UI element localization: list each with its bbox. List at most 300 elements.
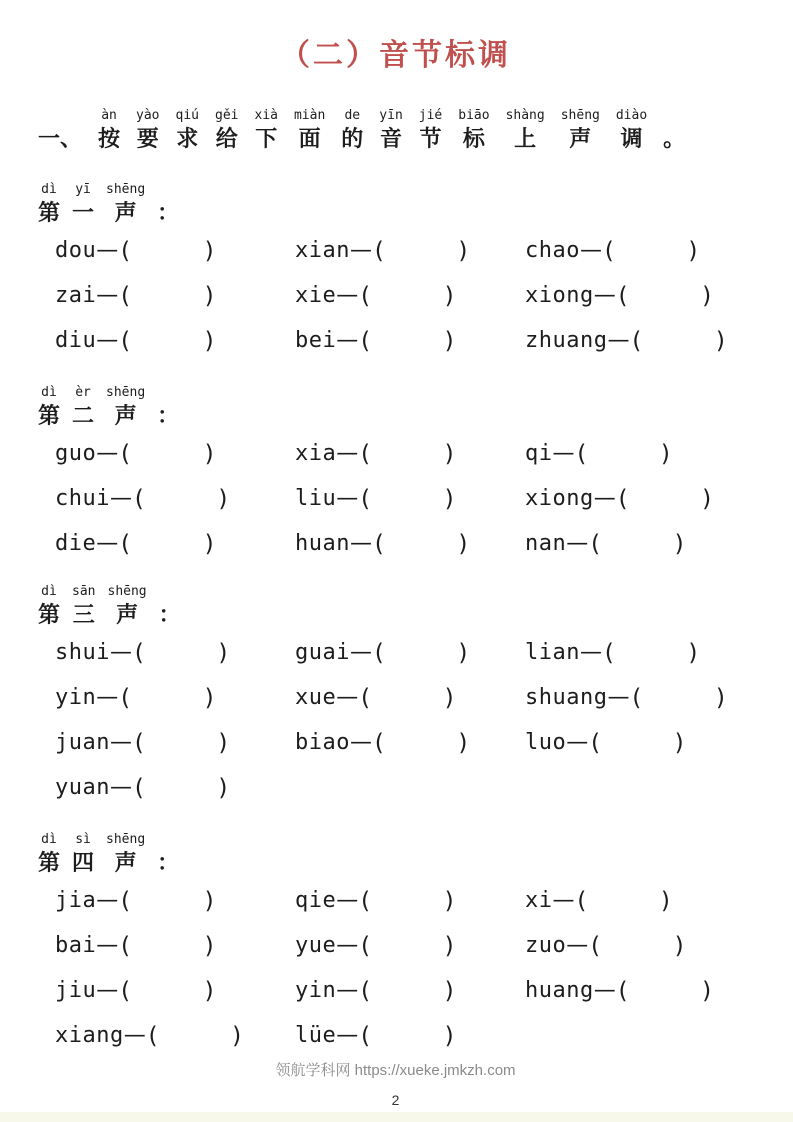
row-cell bbox=[55, 933, 295, 959]
syllable-item bbox=[525, 933, 687, 959]
hanzi-text: 按 bbox=[98, 126, 121, 151]
hanzi-text: 三 bbox=[72, 602, 95, 627]
close-paren: ) bbox=[658, 440, 674, 467]
open-paren: ( bbox=[601, 639, 617, 666]
hanzi-text: 标 bbox=[462, 126, 485, 151]
open-paren: ( bbox=[588, 932, 603, 959]
dash-connector: — bbox=[336, 486, 359, 511]
dash-connector: — bbox=[336, 978, 359, 1003]
open-paren: ( bbox=[358, 1022, 373, 1049]
ruby-char bbox=[663, 108, 685, 154]
page-number: 2 bbox=[391, 1092, 400, 1108]
syllable-item bbox=[295, 531, 471, 557]
syllable-text: biao bbox=[295, 730, 350, 755]
hanzi-text: 调 bbox=[620, 126, 643, 151]
row-cell bbox=[525, 238, 753, 264]
syllable-row bbox=[55, 273, 753, 318]
open-paren: ( bbox=[574, 887, 589, 914]
syllable-item bbox=[55, 531, 217, 557]
dash-connector: — bbox=[349, 730, 372, 755]
open-paren: ( bbox=[629, 327, 644, 354]
pinyin-text: yīn bbox=[379, 108, 403, 123]
hanzi-text: 。 bbox=[663, 126, 686, 151]
row-cell bbox=[525, 685, 753, 711]
dash-connector: — bbox=[579, 640, 602, 665]
row-cell bbox=[55, 328, 295, 354]
ruby-char bbox=[506, 108, 545, 154]
syllable-text: die bbox=[55, 531, 97, 556]
close-paren: ) bbox=[713, 327, 729, 354]
syllable-item bbox=[525, 238, 701, 264]
row-cell bbox=[525, 283, 753, 309]
pinyin-text: shēng bbox=[106, 182, 146, 197]
dash-connector: — bbox=[349, 531, 372, 556]
dash-connector: — bbox=[579, 238, 602, 263]
close-paren: ) bbox=[456, 729, 471, 756]
ruby-char bbox=[106, 385, 145, 431]
syllable-item bbox=[525, 441, 673, 467]
hanzi-text: ： bbox=[157, 403, 180, 428]
ruby-char bbox=[176, 108, 199, 154]
close-paren: ) bbox=[442, 440, 457, 467]
dash-connector: — bbox=[96, 933, 119, 958]
dash-connector: — bbox=[552, 441, 575, 466]
syllable-item bbox=[525, 978, 714, 1004]
dash-connector: — bbox=[109, 640, 132, 665]
ruby-char bbox=[108, 584, 147, 630]
close-paren: ) bbox=[202, 440, 217, 467]
syllable-text: xiong bbox=[525, 486, 594, 511]
row-cell bbox=[295, 640, 525, 666]
row-cell bbox=[55, 888, 295, 914]
row-cell bbox=[295, 486, 525, 512]
syllable-text: huan bbox=[295, 531, 350, 556]
pinyin-text: dì bbox=[41, 584, 57, 599]
dash-connector: — bbox=[336, 685, 359, 710]
syllable-text: chao bbox=[525, 238, 580, 263]
row-cell bbox=[55, 238, 295, 264]
pinyin-text: diào bbox=[615, 108, 648, 123]
syllable-item bbox=[55, 328, 217, 354]
hanzi-text: 第 bbox=[38, 850, 61, 875]
syllable-row bbox=[55, 521, 753, 566]
syllable-item bbox=[55, 888, 217, 914]
row-cell bbox=[55, 283, 295, 309]
dash-connector: — bbox=[336, 328, 359, 353]
close-paren: ) bbox=[202, 887, 217, 914]
dash-connector: — bbox=[109, 775, 132, 800]
close-paren: ) bbox=[216, 729, 231, 756]
instruction-line bbox=[38, 104, 753, 154]
open-paren: ( bbox=[131, 485, 147, 512]
close-paren: ) bbox=[202, 530, 217, 557]
row-cell bbox=[295, 238, 525, 264]
pinyin-text: sì bbox=[75, 832, 91, 847]
dash-connector: — bbox=[109, 730, 132, 755]
ruby-char bbox=[72, 182, 94, 228]
row-cell bbox=[295, 978, 525, 1004]
syllable-row bbox=[55, 630, 753, 675]
open-paren: ( bbox=[588, 530, 603, 557]
row-cell bbox=[525, 486, 753, 512]
close-paren: ) bbox=[442, 887, 457, 914]
ruby-char bbox=[215, 108, 238, 154]
close-paren: ) bbox=[216, 639, 231, 666]
dash-connector: — bbox=[96, 283, 119, 308]
syllable-text: bei bbox=[295, 328, 337, 353]
syllable-text: huang bbox=[525, 978, 594, 1003]
close-paren: ) bbox=[456, 639, 471, 666]
syllable-text: jiu bbox=[55, 978, 97, 1003]
close-paren: ) bbox=[456, 237, 471, 264]
ruby-char bbox=[98, 108, 120, 154]
row-cell bbox=[525, 933, 753, 959]
pinyin-text: àn bbox=[101, 108, 117, 123]
ruby-char bbox=[254, 108, 277, 154]
hanzi-text: ： bbox=[157, 850, 180, 875]
close-paren: ) bbox=[202, 932, 217, 959]
page-title: （二）音节标调 bbox=[280, 39, 511, 72]
syllable-text: guai bbox=[295, 640, 350, 665]
dash-connector: — bbox=[349, 640, 372, 665]
hanzi-text: 一 bbox=[72, 200, 95, 225]
open-paren: ( bbox=[118, 932, 133, 959]
hanzi-text: 要 bbox=[136, 126, 159, 151]
syllable-item bbox=[55, 283, 217, 309]
dash-connector: — bbox=[607, 328, 630, 353]
pinyin-text: dì bbox=[41, 385, 57, 400]
row-cell bbox=[525, 531, 753, 557]
syllable-item bbox=[55, 238, 217, 264]
open-paren: ( bbox=[371, 729, 387, 756]
open-paren: ( bbox=[629, 684, 644, 711]
open-paren: ( bbox=[358, 887, 373, 914]
close-paren: ) bbox=[700, 977, 715, 1004]
row-cell bbox=[55, 730, 295, 756]
open-paren: ( bbox=[118, 440, 133, 467]
syllable-row bbox=[55, 923, 753, 968]
section-tone-1 bbox=[38, 180, 753, 363]
dash-connector: — bbox=[607, 685, 630, 710]
close-paren: ) bbox=[202, 684, 217, 711]
close-paren: ) bbox=[700, 485, 715, 512]
hanzi-text: 声 bbox=[114, 403, 137, 428]
syllable-text: nan bbox=[525, 531, 567, 556]
dash-connector: — bbox=[96, 978, 119, 1003]
section-tone-3 bbox=[38, 582, 753, 810]
section-header bbox=[38, 582, 753, 630]
syllable-text: liu bbox=[295, 486, 337, 511]
syllable-item bbox=[55, 441, 217, 467]
dash-connector: — bbox=[96, 441, 119, 466]
ruby-char bbox=[136, 108, 159, 154]
close-paren: ) bbox=[216, 774, 231, 801]
close-paren: ) bbox=[442, 282, 457, 309]
hanzi-text: 上 bbox=[514, 126, 537, 151]
row-cell bbox=[295, 1023, 525, 1049]
hanzi-text: 声 bbox=[116, 602, 139, 627]
syllable-item bbox=[55, 640, 231, 666]
syllable-text: yuan bbox=[55, 775, 110, 800]
dash-connector: — bbox=[336, 888, 359, 913]
open-paren: ( bbox=[615, 977, 631, 1004]
ruby-char bbox=[72, 584, 95, 630]
syllable-text: xia bbox=[295, 441, 337, 466]
dash-connector: — bbox=[349, 238, 372, 263]
dash-connector: — bbox=[336, 283, 359, 308]
hanzi-text: 第 bbox=[38, 403, 61, 428]
dash-connector: — bbox=[336, 441, 359, 466]
syllable-text: bai bbox=[55, 933, 97, 958]
hanzi-text: 下 bbox=[255, 126, 278, 151]
syllable-row bbox=[55, 228, 753, 273]
open-paren: ( bbox=[371, 237, 387, 264]
dash-connector: — bbox=[593, 978, 616, 1003]
pinyin-text: xià bbox=[254, 108, 278, 123]
syllable-row bbox=[55, 878, 753, 923]
ruby-char bbox=[72, 385, 94, 431]
close-paren: ) bbox=[442, 327, 457, 354]
syllable-row bbox=[55, 431, 753, 476]
syllable-item bbox=[295, 888, 457, 914]
pinyin-text: èr bbox=[75, 385, 91, 400]
footer-watermark: 领航学科网 https://xueke.jmkzh.com bbox=[275, 1062, 516, 1079]
dash-connector: — bbox=[552, 888, 575, 913]
dash-connector: — bbox=[566, 531, 589, 556]
open-paren: ( bbox=[358, 485, 373, 512]
bottom-strip-decoration bbox=[0, 1112, 793, 1122]
pinyin-text: gěi bbox=[215, 108, 239, 123]
syllable-text: chui bbox=[55, 486, 110, 511]
open-paren: ( bbox=[118, 887, 133, 914]
syllable-text: yin bbox=[55, 685, 97, 710]
syllable-item bbox=[525, 888, 673, 914]
close-paren: ) bbox=[700, 282, 715, 309]
pinyin-text: shēng bbox=[106, 832, 146, 847]
close-paren: ) bbox=[713, 684, 729, 711]
ruby-char bbox=[157, 385, 179, 431]
hanzi-text: 音 bbox=[380, 126, 403, 151]
syllable-item bbox=[295, 685, 457, 711]
pinyin-text: qiú bbox=[175, 108, 199, 123]
syllable-item bbox=[295, 730, 471, 756]
syllable-text: dou bbox=[55, 238, 97, 263]
open-paren: ( bbox=[358, 440, 373, 467]
pinyin-text: jié bbox=[418, 108, 443, 123]
section-rows bbox=[55, 431, 753, 566]
syllable-row bbox=[55, 318, 753, 363]
hanzi-text: 一、 bbox=[38, 126, 83, 151]
dash-connector: — bbox=[109, 486, 132, 511]
syllable-text: xi bbox=[525, 888, 553, 913]
ruby-char bbox=[159, 584, 181, 630]
ruby-char bbox=[38, 584, 60, 630]
syllable-text: xian bbox=[295, 238, 350, 263]
open-paren: ( bbox=[118, 684, 133, 711]
open-paren: ( bbox=[131, 639, 147, 666]
row-cell bbox=[55, 640, 295, 666]
pinyin-text: dì bbox=[41, 832, 57, 847]
syllable-text: zhuang bbox=[525, 328, 608, 353]
syllable-row bbox=[55, 765, 753, 810]
open-paren: ( bbox=[615, 485, 631, 512]
ruby-char bbox=[106, 182, 145, 228]
ruby-char bbox=[458, 108, 489, 154]
syllable-text: guo bbox=[55, 441, 97, 466]
open-paren: ( bbox=[118, 530, 133, 557]
hanzi-text: 声 bbox=[569, 126, 592, 151]
hanzi-text: 二 bbox=[72, 403, 95, 428]
pinyin-text: miàn bbox=[293, 108, 326, 123]
open-paren: ( bbox=[358, 977, 373, 1004]
syllable-item bbox=[295, 328, 457, 354]
open-paren: ( bbox=[588, 729, 603, 756]
row-cell bbox=[525, 640, 753, 666]
close-paren: ) bbox=[686, 237, 701, 264]
syllable-item bbox=[295, 486, 457, 512]
syllable-text: zuo bbox=[525, 933, 567, 958]
row-cell bbox=[295, 685, 525, 711]
close-paren: ) bbox=[230, 1022, 245, 1049]
row-cell bbox=[55, 978, 295, 1004]
dash-connector: — bbox=[96, 685, 119, 710]
open-paren: ( bbox=[371, 639, 387, 666]
row-cell bbox=[55, 486, 295, 512]
ruby-char bbox=[379, 108, 402, 154]
syllable-item bbox=[295, 283, 457, 309]
pinyin-text: yào bbox=[136, 108, 160, 123]
close-paren: ) bbox=[202, 327, 217, 354]
hanzi-text: 节 bbox=[419, 126, 442, 151]
hanzi-text: 第 bbox=[38, 602, 61, 627]
syllable-text: xiang bbox=[55, 1023, 124, 1048]
open-paren: ( bbox=[131, 774, 147, 801]
ruby-char bbox=[419, 108, 442, 154]
pinyin-text: de bbox=[344, 108, 361, 123]
row-cell bbox=[55, 685, 295, 711]
ruby-char bbox=[561, 108, 600, 154]
hanzi-text: 给 bbox=[215, 126, 238, 151]
section-tone-2 bbox=[38, 383, 753, 566]
row-cell bbox=[295, 888, 525, 914]
row-cell bbox=[525, 978, 753, 1004]
ruby-char bbox=[341, 108, 363, 154]
syllable-row bbox=[55, 720, 753, 765]
dash-connector: — bbox=[96, 238, 119, 263]
row-cell bbox=[55, 531, 295, 557]
syllable-item bbox=[295, 1023, 457, 1049]
pinyin-text: dì bbox=[41, 182, 57, 197]
section-header bbox=[38, 830, 753, 878]
ruby-char bbox=[106, 832, 145, 878]
section-header bbox=[38, 383, 753, 431]
ruby-char bbox=[157, 832, 179, 878]
hanzi-text: 声 bbox=[114, 200, 137, 225]
hanzi-text: 面 bbox=[298, 126, 321, 151]
syllable-item bbox=[55, 685, 217, 711]
tone-sections bbox=[38, 180, 753, 1058]
dash-connector: — bbox=[336, 1023, 359, 1048]
syllable-row bbox=[55, 675, 753, 720]
row-cell bbox=[295, 283, 525, 309]
ruby-char bbox=[38, 182, 60, 228]
open-paren: ( bbox=[371, 530, 387, 557]
row-cell bbox=[295, 531, 525, 557]
syllable-row bbox=[55, 1013, 753, 1058]
open-paren: ( bbox=[118, 282, 133, 309]
syllable-item bbox=[525, 685, 728, 711]
open-paren: ( bbox=[358, 282, 373, 309]
pinyin-text: shēng bbox=[107, 584, 147, 599]
syllable-text: xiong bbox=[525, 283, 594, 308]
open-paren: ( bbox=[118, 237, 133, 264]
syllable-text: zai bbox=[55, 283, 97, 308]
syllable-item bbox=[295, 441, 457, 467]
open-paren: ( bbox=[131, 729, 147, 756]
close-paren: ) bbox=[442, 1022, 457, 1049]
syllable-text: yue bbox=[295, 933, 337, 958]
close-paren: ) bbox=[202, 977, 217, 1004]
syllable-item bbox=[525, 328, 728, 354]
ruby-char bbox=[157, 182, 179, 228]
ruby-char bbox=[616, 108, 647, 154]
section-tone-4 bbox=[38, 830, 753, 1058]
hanzi-text: ： bbox=[157, 200, 180, 225]
syllable-item bbox=[525, 730, 687, 756]
ruby-char bbox=[38, 385, 60, 431]
syllable-item bbox=[55, 486, 231, 512]
syllable-text: shui bbox=[55, 640, 110, 665]
hanzi-text: 声 bbox=[114, 850, 137, 875]
syllable-item bbox=[295, 978, 457, 1004]
pinyin-text: shēng bbox=[106, 385, 146, 400]
dash-connector: — bbox=[593, 486, 616, 511]
syllable-item bbox=[525, 531, 687, 557]
ruby-char bbox=[72, 832, 94, 878]
open-paren: ( bbox=[145, 1022, 161, 1049]
hanzi-text: ： bbox=[158, 602, 181, 627]
row-cell bbox=[295, 933, 525, 959]
ruby-char bbox=[38, 108, 82, 154]
pinyin-text: shēng bbox=[560, 108, 600, 123]
close-paren: ) bbox=[442, 977, 457, 1004]
hanzi-text: 四 bbox=[72, 850, 95, 875]
row-cell bbox=[295, 441, 525, 467]
open-paren: ( bbox=[118, 327, 133, 354]
section-rows bbox=[55, 228, 753, 363]
open-paren: ( bbox=[358, 932, 373, 959]
row-cell bbox=[55, 775, 295, 801]
syllable-text: juan bbox=[55, 730, 110, 755]
close-paren: ) bbox=[216, 485, 231, 512]
dash-connector: — bbox=[96, 888, 119, 913]
syllable-text: diu bbox=[55, 328, 97, 353]
open-paren: ( bbox=[358, 684, 373, 711]
syllable-text: xie bbox=[295, 283, 337, 308]
section-header bbox=[38, 180, 753, 228]
pinyin-text: yī bbox=[75, 182, 91, 197]
dash-connector: — bbox=[566, 730, 589, 755]
row-cell bbox=[525, 441, 753, 467]
syllable-text: xue bbox=[295, 685, 337, 710]
close-paren: ) bbox=[202, 282, 217, 309]
close-paren: ) bbox=[442, 684, 457, 711]
close-paren: ) bbox=[672, 530, 687, 557]
hanzi-text: 求 bbox=[176, 126, 199, 151]
hanzi-text: 第 bbox=[38, 200, 61, 225]
syllable-item bbox=[525, 283, 714, 309]
close-paren: ) bbox=[658, 887, 674, 914]
